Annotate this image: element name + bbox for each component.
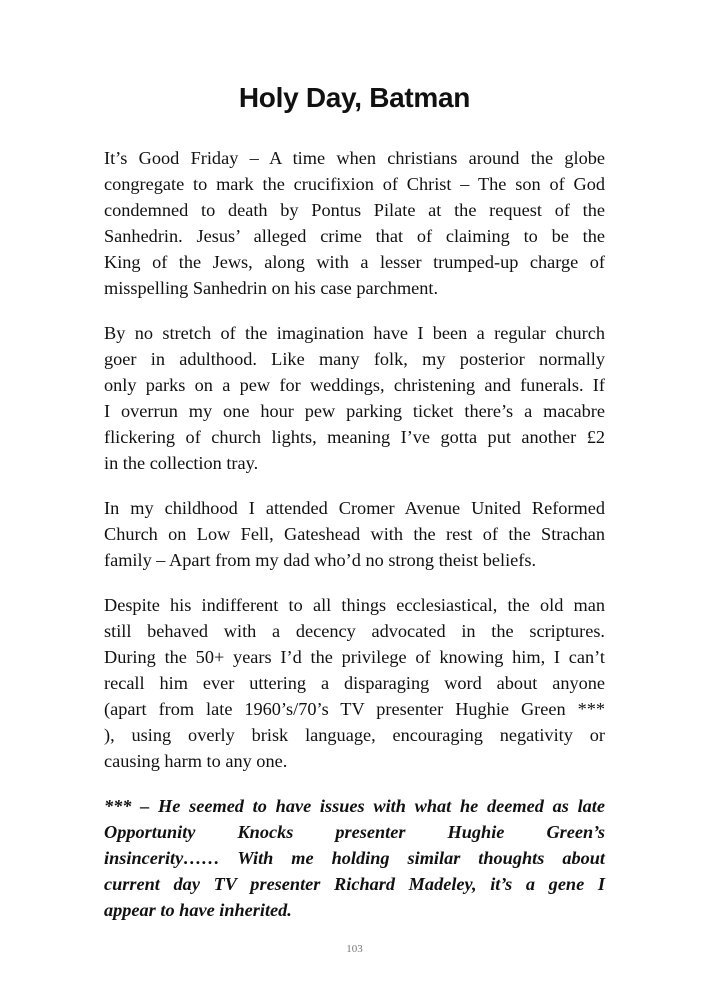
- text-line: ), using overly brisk language, encouraging negativity or: [104, 725, 605, 745]
- text-line: By no stretch of the imagination have I been a regular church: [104, 323, 605, 343]
- text-line: in the collection tray.: [104, 453, 259, 473]
- text-line: family – Apart from my dad who’d no strong theist beliefs.: [104, 550, 537, 570]
- text-line: congregate to mark the crucifixion of Christ – The son of God: [104, 174, 605, 194]
- text-line: Despite his indifferent to all things ecclesiastical, the old man: [104, 595, 605, 615]
- paragraph: [104, 592, 605, 774]
- page-title: Holy Day, Batman: [238, 82, 471, 113]
- text-line: King of the Jews, along with a lesser trumped-up charge of: [104, 252, 605, 272]
- text-line: appear to have inherited.: [104, 900, 292, 920]
- text-line: It’s Good Friday – A time when christians around the globe: [104, 148, 605, 168]
- text-line: causing harm to any one.: [104, 751, 288, 771]
- text-line: still behaved with a decency advocated in the scriptures.: [104, 621, 605, 641]
- text-line: insincerity…… With me holding similar thoughts about: [104, 848, 605, 868]
- text-line: flickering of church lights, meaning I’ve gotta put another £2: [104, 427, 605, 447]
- text-line: In my childhood I attended Cromer Avenue United Reformed: [104, 498, 605, 518]
- document-body: [104, 145, 605, 942]
- text-line: recall him ever uttering a disparaging word about anyone: [104, 673, 605, 693]
- text-line: condemned to death by Pontus Pilate at the request of the: [104, 200, 605, 220]
- text-line: During the 50+ years I’d the privilege of knowing him, I can’t: [104, 647, 605, 667]
- text-line: *** – He seemed to have issues with what he deemed as late: [104, 796, 605, 816]
- paragraph: [104, 320, 605, 476]
- text-line: Church on Low Fell, Gateshead with the rest of the Strachan: [104, 524, 605, 544]
- text-line: misspelling Sanhedrin on his case parchment.: [104, 278, 439, 298]
- text-line: goer in adulthood. Like many folk, my posterior normally: [104, 349, 605, 369]
- footnote-paragraph: [104, 793, 605, 923]
- text-line: current day TV presenter Richard Madeley, it’s a gene I: [104, 874, 605, 894]
- text-line: only parks on a pew for weddings, christening and funerals. If: [104, 375, 605, 395]
- paragraph: [104, 145, 605, 301]
- text-line: (apart from late 1960’s/70’s TV presenter Hughie Green ***: [104, 699, 605, 719]
- text-line: Opportunity Knocks presenter Hughie Green’s: [104, 822, 605, 842]
- text-line: I overrun my one hour pew parking ticket there’s a macabre: [104, 401, 605, 421]
- paragraph: [104, 495, 605, 573]
- page-number: 103: [346, 943, 363, 955]
- text-line: Sanhedrin. Jesus’ alleged crime that of claiming to be the: [104, 226, 605, 246]
